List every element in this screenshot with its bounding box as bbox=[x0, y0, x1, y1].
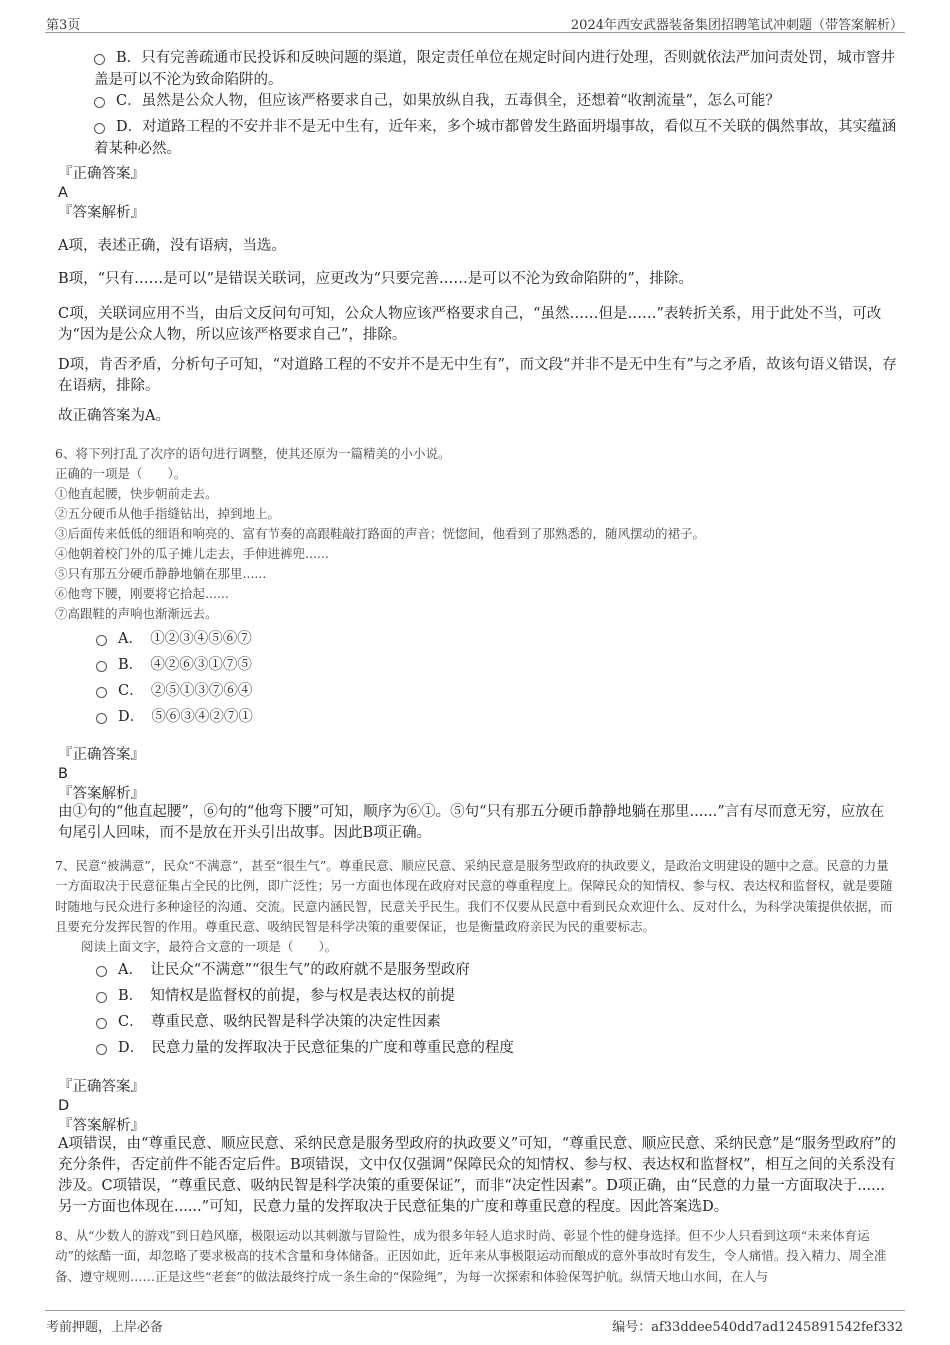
option-text: C．虽然是公众人物，但应该严格要求自己，如果放纵自我，五毒俱全，还想着“收割流量”，怎么可能？ bbox=[116, 93, 780, 109]
radio-icon[interactable] bbox=[96, 966, 107, 977]
q5-answer: A bbox=[58, 185, 68, 201]
option-text: A． 让民众“不满意”“很生气”的政府就不是服务型政府 bbox=[118, 962, 470, 978]
q7-analysis-label: 『答案解析』 bbox=[58, 1118, 145, 1134]
header-divider bbox=[45, 32, 905, 33]
radio-icon[interactable] bbox=[96, 713, 107, 724]
q5-option-d[interactable] bbox=[94, 116, 900, 160]
radio-icon[interactable] bbox=[96, 687, 107, 698]
option-text: A． ①②③④⑤⑥⑦ bbox=[118, 631, 252, 647]
q6-answer-label: 『正确答案』 bbox=[58, 747, 145, 763]
footer-divider bbox=[45, 1310, 905, 1311]
radio-icon[interactable] bbox=[96, 992, 107, 1003]
radio-icon[interactable] bbox=[96, 1018, 107, 1029]
q7-answer: D bbox=[58, 1098, 70, 1114]
q6-sentence-7: ⑦高跟鞋的声响也渐渐远去。 bbox=[55, 606, 218, 621]
q5-analysis-b: B项，“只有……是可以”是错误关联词，应更改为“只要完善……是可以不沦为致命陷阱的”，排除。 bbox=[58, 271, 693, 287]
q7-option-b[interactable] bbox=[96, 984, 455, 1005]
q6-answer: B bbox=[58, 766, 68, 782]
q6-option-a[interactable] bbox=[96, 627, 252, 648]
option-text: D．对道路工程的不安并非不是无中生有，近年来，多个城市都曾发生路面坍塌事故，看似互不关联的偶然事故，其实蕴涵着某种必然。 bbox=[94, 119, 897, 157]
q6-option-d[interactable] bbox=[96, 705, 253, 726]
q7-option-a[interactable] bbox=[96, 958, 470, 979]
q7-stem: 7、民意“被满意”，民众“不满意”，甚至“很生气”。尊重民意、顺应民意、采纳民意是服务型政府的执政要义，是政治文明建设的题中之意。民意的力量一方面取决于民意征集占全民的比例，即广泛性；另一方面也体现在政府对民意的尊重程度上。保障民众的知情权、参与权、表达权和监督权，就是要随时随地与民众进行多种途径的沟通、交流。民意内涵民智，民意关乎民生。我们不仅要从民意中看到民众欢迎什么、反对什么，为科学决策提供依据，而且要充分发挥民智的作用。尊重民意、吸纳民智是科学决策的重要保证，也是衡量政府亲民为民的重要标志。 bbox=[55, 858, 893, 934]
q6-option-b[interactable] bbox=[96, 653, 252, 674]
q5-analysis-c: C项，关联词应用不当，由后文反问句可知，公众人物应该严格要求自己，“虽然……但是……”表转折关系，用于此处不当，可改为“因为是公众人物，所以应该严格要求自己”，排除。 bbox=[58, 306, 882, 343]
q6-sentence-5: ⑤只有那五分硬币静静地躺在那里...... bbox=[55, 566, 267, 581]
q7-option-d[interactable] bbox=[96, 1036, 514, 1057]
document-title: 2024年西安武器装备集团招聘笔试冲刺题（带答案解析） bbox=[570, 18, 903, 33]
q7-ask: 阅读上面文字，最符合文意的一项是（ ）。 bbox=[81, 939, 338, 954]
option-text: C． 尊重民意、吸纳民智是科学决策的决定性因素 bbox=[118, 1014, 441, 1030]
q6-ask: 正确的一项是（ ）。 bbox=[55, 466, 187, 481]
q6-analysis: 由①句的“他直起腰”，⑥句的“他弯下腰”可知，顺序为⑥①。⑤句“只有那五分硬币静静地躺在那里......”言有尽而意无穷，应放在句尾引人回味，而不是放在开头引出故事。因此B项正确。 bbox=[58, 804, 885, 841]
radio-icon[interactable] bbox=[96, 1044, 107, 1055]
q7-answer-label: 『正确答案』 bbox=[58, 1079, 145, 1095]
q6-sentence-6: ⑥他弯下腰，刚要将它拾起...... bbox=[55, 586, 229, 601]
footer-slogan: 考前押题，上岸必备 bbox=[46, 1320, 164, 1335]
option-text: D． 民意力量的发挥取决于民意征集的广度和尊重民意的程度 bbox=[118, 1040, 514, 1056]
radio-icon[interactable] bbox=[96, 661, 107, 672]
radio-icon[interactable] bbox=[96, 635, 107, 646]
radio-icon[interactable] bbox=[94, 54, 105, 65]
q5-conclusion: 故正确答案为A。 bbox=[58, 408, 170, 424]
q6-stem: 6、将下列打乱了次序的语句进行调整，使其还原为一篇精美的小小说。 bbox=[55, 446, 451, 461]
option-text: B． 知情权是监督权的前提，参与权是表达权的前提 bbox=[118, 988, 455, 1004]
radio-icon[interactable] bbox=[94, 97, 105, 108]
q5-analysis-label: 『答案解析』 bbox=[58, 205, 145, 221]
q7-analysis: A项错误，由“尊重民意、顺应民意、采纳民意是服务型政府的执政要义”可知，“尊重民意、顺应民意、采纳民意”是“服务型政府”的充分条件，否定前件不能否定后件。B项错误，文中仅仅强调“保障民众的知情权、参与权、表达权和监督权”，相互之间的关系没有涉及。C项错误，“尊重民意、吸纳民智是科学决策的重要保证”，而非“决定性因素”。D项正确，由“民意的力量一方面取决于......另一方面也体现在......”可知，民意力量的发挥取决于民意征集的广度和尊重民意的程度。因此答案选D。 bbox=[58, 1136, 896, 1215]
q6-sentence-4: ④他朝着校门外的瓜子摊儿走去，手伸进裤兜...... bbox=[55, 546, 329, 561]
q5-option-b[interactable] bbox=[94, 47, 900, 91]
document-id: 编号：af33ddee540dd7ad1245891542fef332 bbox=[612, 1320, 903, 1335]
q6-sentence-1: ①他直起腰，快步朝前走去。 bbox=[55, 486, 218, 501]
q5-option-c[interactable] bbox=[94, 90, 900, 112]
q6-option-c[interactable] bbox=[96, 679, 252, 700]
q6-analysis-label: 『答案解析』 bbox=[58, 786, 145, 802]
option-text: B． ④②⑥③①⑦⑤ bbox=[118, 657, 252, 673]
q6-sentence-3: ③后面传来低低的细语和响亮的、富有节奏的高跟鞋敲打路面的声音；恍惚间，他看到了那熟悉的，随风摆动的裙子。 bbox=[55, 526, 706, 541]
option-text: B．只有完善疏通市民投诉和反映问题的渠道，限定责任单位在规定时间内进行处理，否则就依法严加问责处罚，城市窨井盖是可以不沦为致命陷阱的。 bbox=[94, 50, 896, 88]
radio-icon[interactable] bbox=[94, 123, 105, 134]
option-text: C． ②⑤①③⑦⑥④ bbox=[118, 683, 253, 699]
q7-ask-wrap bbox=[55, 937, 895, 957]
q7-option-c[interactable] bbox=[96, 1010, 441, 1031]
q6-sentence-2: ②五分硬币从他手指缝钻出，掉到地上。 bbox=[55, 506, 281, 521]
q5-answer-label: 『正确答案』 bbox=[58, 166, 145, 182]
q5-analysis-d: D项，肯否矛盾，分析句子可知，“对道路工程的不安并不是无中生有”，而文段“并非不是无中生有”与之矛盾，故该句语义错误，存在语病，排除。 bbox=[58, 357, 897, 394]
option-text: D． ⑤⑥③④②⑦① bbox=[118, 709, 253, 725]
q5-analysis-a: A项，表述正确，没有语病，当选。 bbox=[58, 238, 286, 254]
page-number: 第3页 bbox=[46, 18, 81, 33]
q8-stem: 8、从“少数人的游戏”到日趋风靡，极限运动以其刺激与冒险性，成为很多年轻人追求时尚、彰显个性的健身选择。但不少人只看到这项“未来体育运动”的炫酷一面，却忽略了要求极高的技术含量和身体储备。正因如此，近年来从事极限运动而酿成的意外事故时有发生，令人痛惜。投入精力、周全准备、遵守规则……正是这些“老套”的做法最终拧成一条生命的“保险绳”，为每一次探索和体验保驾护航。纵情天地山水间，在人与 bbox=[55, 1228, 887, 1284]
